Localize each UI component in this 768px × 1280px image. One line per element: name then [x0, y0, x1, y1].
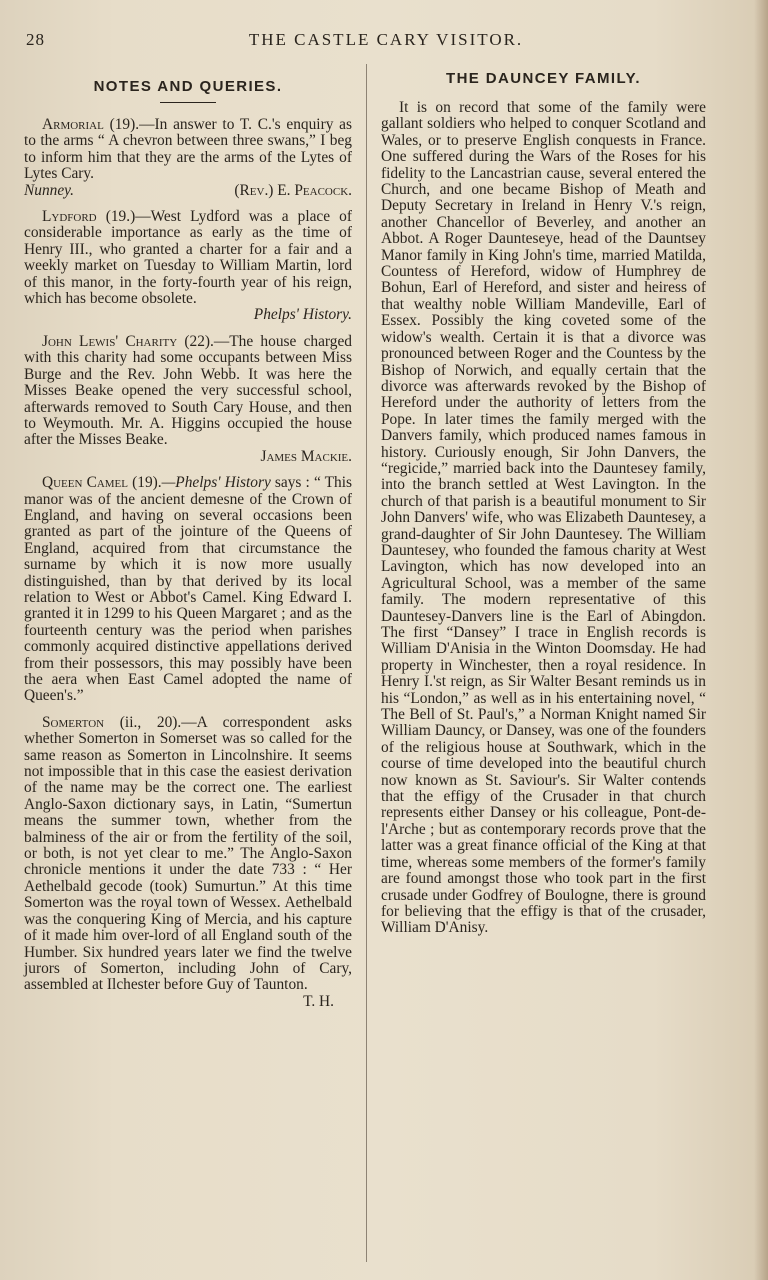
- section-heading: NOTES AND QUERIES.: [93, 78, 283, 95]
- note-body: —A correspondent asks whether Somerton in Somerset was so called for the same reason as Somerton in Lincolnshire. It seems not impossible that in this case the easiest derivation of the name may be the correct one. The earliest Anglo-Saxon dictionary says, in Latin, “Sumertun means the summer town, whether from the balminess of the air or from the fertility of the soil, or both, is not yet clear to me.” The Anglo-Saxon chronicle mentions it under the date 733 : “ Her Aethelbald gecode (took) Sumurtun.” At this time Somerton was the royal town of Wessex. Aethelbald was the conquering King of Mercia, and his capture of it made him over-lord of all England south of the Humber. Six hundred years later we find the twelve jurors of Somerton, including John of Cary, assembled at Ilchester before Guy of Taunton.: [24, 713, 352, 994]
- note-armorial: [24, 117, 352, 199]
- note-john-lewis-charity: [24, 334, 352, 465]
- running-title: THE CASTLE CARY VISITOR.: [248, 30, 524, 49]
- page-edge-shadow: [754, 0, 768, 1280]
- note-topic: Somerton: [42, 713, 105, 731]
- note-signature: James Mackie.: [260, 447, 352, 465]
- note-body: —West Lydford was a place of considerable importance as early as the time of Henry III., who granted a charter for a fair and a weekly market on Tuesday to William Martin, lord of this manor, in the forty-fourth year of his reign, which has become obsolete.: [24, 208, 352, 308]
- article-heading: THE DAUNCEY FAMILY.: [446, 70, 641, 87]
- note-somerton: [24, 715, 352, 1010]
- note-paragraph: [24, 475, 352, 705]
- note-place: Nunney.: [24, 181, 75, 199]
- note-signature-row: [24, 449, 352, 465]
- dauncey-family-column: [381, 66, 706, 937]
- note-lydford: [24, 209, 352, 324]
- note-paragraph: [24, 334, 352, 449]
- note-topic: John Lewis' Charity: [42, 332, 178, 350]
- page-header: [26, 30, 746, 54]
- notes-and-queries-column: [24, 66, 352, 1020]
- note-queen-camel: [24, 475, 352, 705]
- note-ref: (19).: [109, 116, 140, 133]
- note-ref: (22).: [184, 332, 214, 350]
- column-divider: [366, 64, 367, 1262]
- note-signature: (Rev.) E. Peacock.: [234, 181, 352, 199]
- note-topic: Lydford: [42, 208, 97, 226]
- article-body: It is on record that some of the family were gallant soldiers who helped to conquer Scotland and Wales, or to preserve English conquests in France. One suffered during the Wars of the Roses for his fidelity to the Lancastrian cause, several entered the Church, and one became Bishop of Meath and Deputy Secretary in Ireland in Henry V.'s reign, another Chancellor of Beverley, and another an Abbot. A Roger Daunteseye, head of the Dauntsey Manor family in King John's time, married Matilda, Countess of Hereford, widow of Humphrey de Bohun, Earl of Hereford, and sister and heiress of that wealthy noble William Mandeville, Earl of Essex. Possibly the king coveted some of the widow's wealth. Certain it is that a divorce was pronounced between Roger and the Countess by the Bishop of Norwich, and equally certain that the divorce was afterwards revoked by the Bishop of Hereford under the authority of letters from the Pope. In later times the family merged with the Danvers family, which produced names famous in history. Curiously enough, Sir John Danvers, the “regicide,” married back into the Dauntesey family, into the branch settled at West Lavington. In the church of that parish is a beautiful monument to Sir John Danvers' wife, who was Elizabeth Dauntesey, a grand-daughter of Sir John Dauntesey. The William Dauntesey, who founded the famous charity at West Lavington, which has now developed into an Agricultural School, was a member of the same family. The modern representative of this Dauntesey-Danvers line is the Earl of Abingdon. The first “Dansey” I trace in English records is William D'Anisia in the Winton Doomsday. He had property in Winchester, then a royal residence. In Henry I.'st reign, as Sir Walter Besant reminds us in his “London,” as well as in his entertaining novel, “ The Bell of St. Paul's,” a Norman Knight named Sir William Dauncy, or Dansey, was one of the founders of the religious house at Southwark, which in the course of time developed into the beautiful church now known as St. Saviour's. Sir Walter contends that the effigy of the Crusader in that church represents either Dansey or his colleague, Pont-de-l'Arche ; but as contemporary records prove that the latter was a great finance official of the King at that time, whereas some members of the former's family are found amongst those who took part in the first crusade under Godfrey of Boulogne, there is ground for believing that the effigy is that of the crusader, William D'Anisy.: [381, 99, 706, 937]
- note-paragraph: [24, 117, 352, 183]
- note-body: —In answer to T. C.'s enquiry as to the arms “ A chevron between three swans,” I beg to inform him that they are the arms of the Lytes of Lytes Cary.: [24, 116, 352, 183]
- heading-rule: [160, 102, 216, 103]
- note-signature-row: [24, 994, 352, 1010]
- note-paragraph: [24, 209, 352, 307]
- note-signature-row: [24, 183, 352, 199]
- note-body: says : “ This manor was of the ancient demesne of the Crown of England, and having on several occasions been granted as part of the jointure of the Queens of England, acquired from that circumstance the surname by which it is now more usually distinguished, than by that derived by its local relation to West or Abbot's Camel. King Edward I. granted it in 1299 to his Queen Margaret ; and as the fourteenth century was the period when parishes commonly acquired distinctive appellations derived from their possessors, this may possibly have been the aera when East Camel adopted the name of Queen's.”: [24, 474, 352, 705]
- note-paragraph: [24, 715, 352, 994]
- note-ref: (19).: [132, 474, 162, 492]
- note-ref: (19.): [105, 208, 136, 226]
- note-signature: T. H.: [303, 992, 334, 1010]
- note-signature-row: [24, 307, 352, 323]
- note-ref: (ii., 20).: [119, 713, 182, 731]
- note-topic: Armorial: [42, 116, 104, 133]
- note-signature: Phelps' History.: [253, 306, 352, 324]
- note-source: —Phelps' History: [161, 474, 271, 492]
- note-body: —The house charged with this charity had some occupants between Miss Burge and the Rev. John Webb. It was here the Misses Beake opened the very successful school, afterwards removed to South Cary House, and then to Weymouth. Mr. A. Higgins occupied the house after the Misses Beake.: [24, 332, 352, 449]
- note-topic: Queen Camel: [42, 474, 128, 492]
- page-number: 28: [26, 30, 45, 49]
